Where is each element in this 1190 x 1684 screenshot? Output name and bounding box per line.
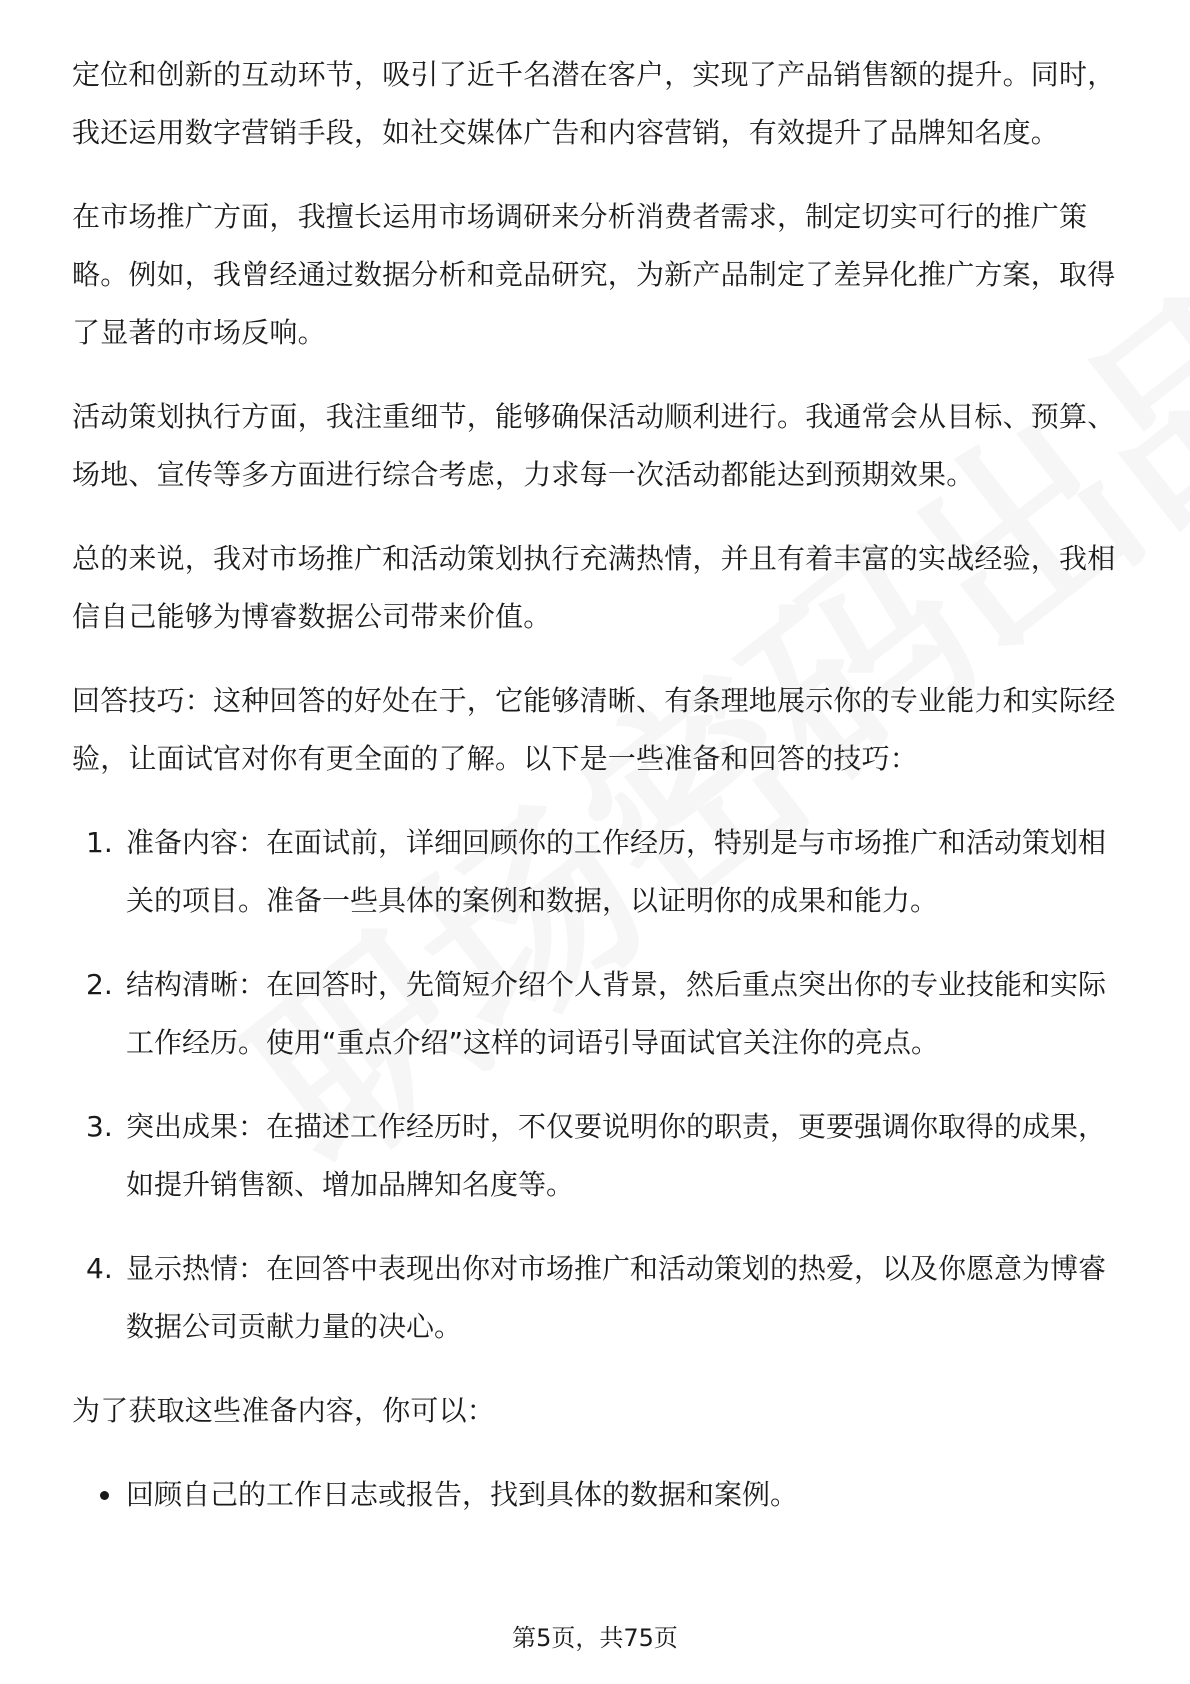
- tip-number: 2.: [86, 968, 113, 1001]
- prep-item-text: 回顾自己的工作日志或报告，找到具体的数据和案例。: [126, 1478, 799, 1511]
- page-content: [72, 46, 1122, 1524]
- tip-item-4: [72, 1240, 1122, 1356]
- tip-text: 准备内容：在面试前，详细回顾你的工作经历，特别是与市场推广和活动策划相关的项目。准备一些具体的案例和数据，以证明你的成果和能力。: [126, 826, 1107, 917]
- tip-number: 3.: [86, 1110, 113, 1143]
- tip-text: 显示热情：在回答中表现出你对市场推广和活动策划的热爱，以及你愿意为博睿数据公司贡献力量的决心。: [126, 1252, 1107, 1343]
- bullet-icon: [100, 1491, 109, 1500]
- tip-item-2: [72, 956, 1122, 1072]
- answer-tips-intro: 回答技巧：这种回答的好处在于，它能够清晰、有条理地展示你的专业能力和实际经验，让面试官对你有更全面的了解。以下是一些准备和回答的技巧：: [72, 684, 1116, 775]
- tip-number: 4.: [86, 1252, 113, 1285]
- tip-number: 1.: [86, 826, 113, 859]
- paragraph-3: 活动策划执行方面，我注重细节，能够确保活动顺利进行。我通常会从目标、预算、场地、宣传等多方面进行综合考虑，力求每一次活动都能达到预期效果。: [72, 400, 1116, 491]
- paragraph-2: 在市场推广方面，我擅长运用市场调研来分析消费者需求，制定切实可行的推广策略。例如，我曾经通过数据分析和竞品研究，为新产品制定了差异化推广方案，取得了显著的市场反响。: [72, 200, 1116, 349]
- tip-text: 突出成果：在描述工作经历时，不仅要说明你的职责，更要强调你取得的成果，如提升销售额、增加品牌知名度等。: [126, 1110, 1107, 1201]
- prep-list: [72, 1466, 1122, 1524]
- page-number: 第5页，共75页: [512, 1624, 678, 1652]
- tip-text: 结构清晰：在回答时，先简短介绍个人背景，然后重点突出你的专业技能和实际工作经历。使用“重点介绍”这样的词语引导面试官关注你的亮点。: [126, 968, 1107, 1059]
- tip-item-1: [72, 814, 1122, 930]
- tip-item-3: [72, 1098, 1122, 1214]
- tips-list: [72, 814, 1122, 1356]
- prep-intro: 为了获取这些准备内容，你可以：: [72, 1394, 496, 1427]
- prep-item-1: [72, 1466, 1122, 1524]
- paragraph-4: 总的来说，我对市场推广和活动策划执行充满热情，并且有着丰富的实战经验，我相信自己能够为博睿数据公司带来价值。: [72, 542, 1116, 633]
- paragraph-1: 定位和创新的互动环节，吸引了近千名潜在客户，实现了产品销售额的提升。同时，我还运用数字营销手段，如社交媒体广告和内容营销，有效提升了品牌知名度。: [72, 58, 1116, 149]
